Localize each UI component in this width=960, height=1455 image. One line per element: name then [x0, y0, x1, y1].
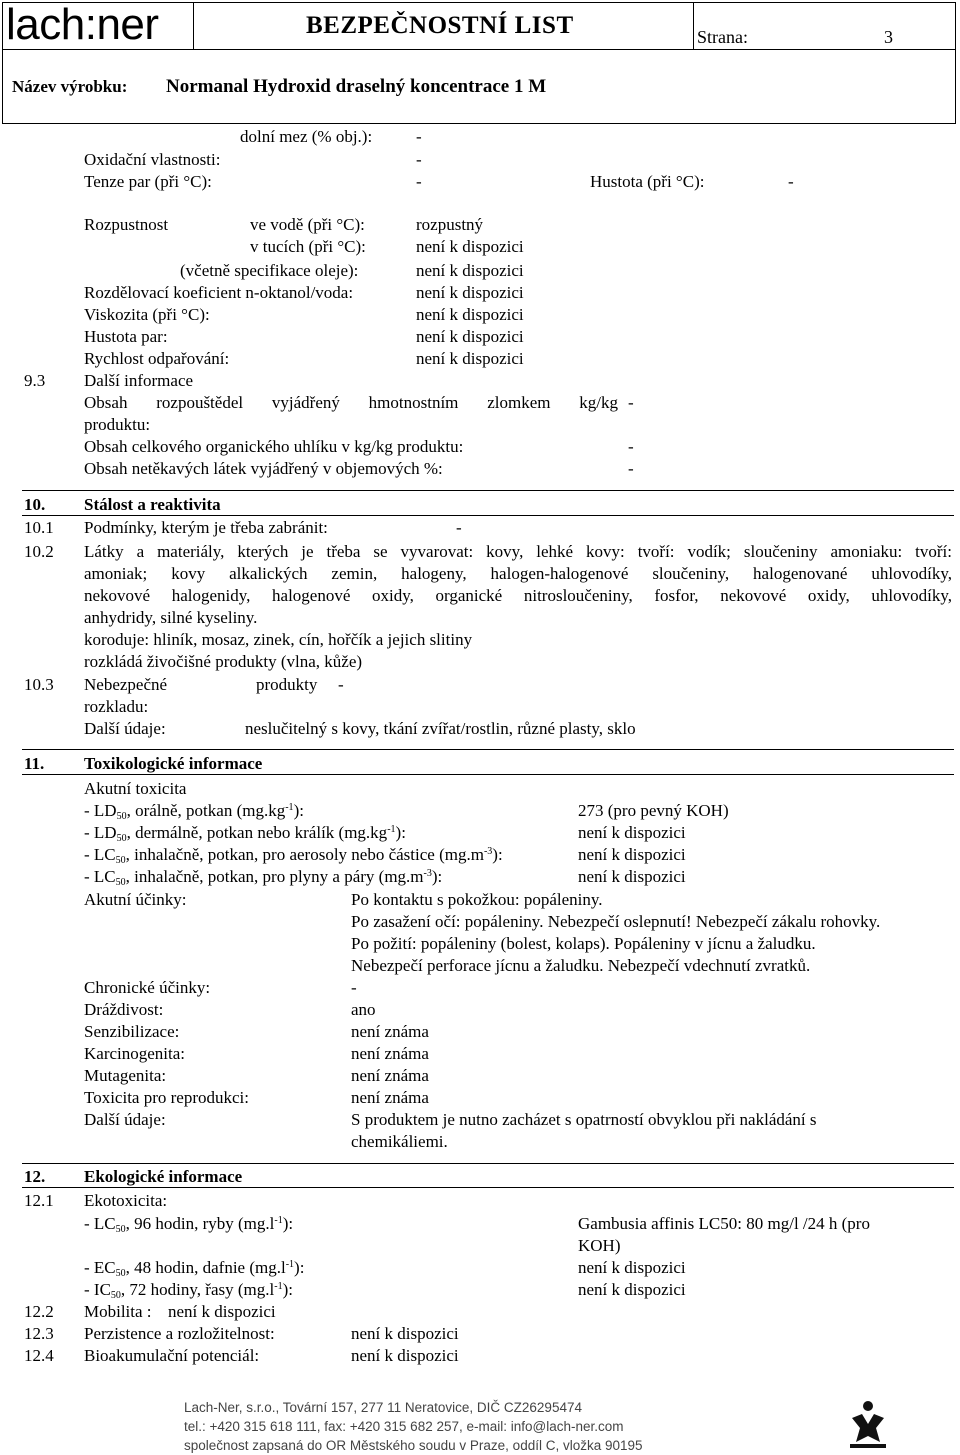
- section-10-2-line: amoniak; kovy alkalických zemin, halogeny, halogen-halogenové sloučeniny, halogenované uhlovodíky,: [84, 564, 952, 583]
- ld50-dermal-value: není k dispozici: [578, 823, 686, 842]
- section-divider: [22, 1163, 954, 1164]
- section-11-number: 11.: [24, 754, 45, 773]
- solvent-content-label-cont: produktu:: [84, 415, 151, 434]
- section-10-2-line: rozkládá živočišné produkty (vlna, kůže): [84, 652, 363, 671]
- section-10-more-value: neslučitelný s kovy, tkání zvířat/rostlin, různé plasty, sklo: [245, 719, 636, 738]
- solubility-water-label: ve vodě (při °C):: [250, 215, 365, 234]
- vapor-pressure-label: Tenze par (při °C):: [84, 172, 212, 191]
- section-12-1-title: Ekotoxicita:: [84, 1191, 168, 1210]
- section-10-2-number: 10.2: [24, 542, 54, 561]
- organic-carbon-label: Obsah celkového organického uhlíku v kg/kg produktu:: [84, 437, 464, 456]
- section-divider: [22, 515, 954, 516]
- section-10-1-value: -: [456, 518, 462, 537]
- footer-registration-line: společnost zapsaná do OR Městského soudu v Praze, oddíl C, vložka 90195: [184, 1438, 643, 1453]
- header-divider: [693, 3, 694, 49]
- evaporation-rate-label: Rychlost odpařování:: [84, 349, 230, 368]
- mobility-label: Mobilita :: [84, 1302, 152, 1321]
- ld50-oral-label: - $LD_{50}$, orálně, potkan $(mg.kg^{-1})$:: [84, 801, 304, 822]
- section-9-3-title: Další informace: [84, 371, 194, 390]
- solubility-fat-label: v tucích (při °C):: [250, 237, 366, 256]
- section-10-2-line: Látky a materiály, kterých je třeba se vyvarovat: kovy, lehké kovy: tvoří: vodík; sloučeniny amoniaku: tvoří:: [84, 542, 952, 561]
- document-title: BEZPEČNOSTNÍ LIST: [306, 12, 574, 39]
- acute-effects-line: Po požití: popáleniny (bolest, kolaps). Popáleniny v jícnu a žaludku.: [351, 934, 816, 953]
- product-label: Název výrobku:: [12, 77, 128, 96]
- footer-contact-line: tel.: +420 315 618 111, fax: +420 315 682 257, e-mail: info@lach-ner.com: [184, 1419, 624, 1434]
- section-9-3-number: 9.3: [24, 371, 46, 390]
- lc50-fish-value: Gambusia affinis LC50: 80 mg/l /24 h (pro: [578, 1214, 870, 1233]
- oxidizing-value: -: [416, 150, 422, 169]
- viscosity-value: není k dispozici: [416, 305, 524, 324]
- section-10-3-value: -: [338, 675, 344, 694]
- section-10-2-line: koroduje: hliník, mosaz, zinek, cín, hořčík a jejich slitiny: [84, 630, 473, 649]
- header-divider: [193, 3, 194, 49]
- section-12-number: 12.: [24, 1167, 46, 1186]
- lc50-aerosol-label: - $LC_{50}$, inhalačně, potkan, pro aerosoly nebo částice $(mg.m^{-3})$:: [84, 845, 503, 866]
- solvent-content-label: Obsah rozpouštědel vyjádřený hmotnostním zlomkem kg/kg: [84, 393, 618, 412]
- lower-limit-value: -: [416, 127, 422, 146]
- vapor-pressure-value: -: [416, 172, 422, 191]
- section-divider: [22, 774, 954, 775]
- mutagenicity-label: Mutagenita:: [84, 1066, 167, 1085]
- section-12-title: Ekologické informace: [84, 1167, 243, 1186]
- section-10-1-label: Podmínky, kterým je třeba zabránit:: [84, 518, 328, 537]
- nonvolatile-content-value: -: [628, 459, 634, 478]
- mobility-value: není k dispozici: [168, 1302, 276, 1321]
- section-12-2-number: 12.2: [24, 1302, 54, 1321]
- bioaccumulation-value: není k dispozici: [351, 1346, 459, 1365]
- section-11-more-line: S produktem je nutno zacházet s opatrností obvyklou při nakládání s: [351, 1110, 817, 1129]
- bioaccumulation-label: Bioakumulační potenciál:: [84, 1346, 260, 1365]
- chronic-effects-label: Chronické účinky:: [84, 978, 211, 997]
- ic50-algae-value: není k dispozici: [578, 1280, 686, 1299]
- ec50-daphnia-label: - $EC_{50}$, 48 hodin, dafnie $(mg.l^{-1})$:: [84, 1258, 305, 1279]
- lower-limit-label: dolní mez (% obj.):: [240, 127, 373, 146]
- viscosity-label: Viskozita (při °C):: [84, 305, 210, 324]
- section-divider: [22, 749, 954, 750]
- reproductive-toxicity-label: Toxicita pro reprodukci:: [84, 1088, 249, 1107]
- ic50-algae-label: - $IC_{50}$, 72 hodiny, řasy $(mg.l^{-1})$:: [84, 1280, 293, 1301]
- section-11-title: Toxikologické informace: [84, 754, 263, 773]
- lc50-fish-label: - $LC_{50}$, 96 hodin, ryby $(mg.l^{-1})$:: [84, 1214, 294, 1235]
- page-label: Strana:: [697, 27, 748, 47]
- section-10-2-line: anhydridy, silné kyseliny.: [84, 608, 258, 627]
- solubility-oil-label: (včetně specifikace oleje):: [180, 261, 359, 280]
- ld50-oral-value: 273 (pro pevný KOH): [578, 801, 729, 820]
- section-10-1-number: 10.1: [24, 518, 54, 537]
- acute-effects-line: Nebezpečí perforace jícnu a žaludku. Nebezpečí vdechnutí zvratků.: [351, 956, 811, 975]
- partition-coefficient-value: není k dispozici: [416, 283, 524, 302]
- section-11-more-label: Další údaje:: [84, 1110, 166, 1129]
- sensitization-value: není známa: [351, 1022, 429, 1041]
- section-10-2-line: nekovové halogenidy, halogenové oxidy, organické nitrosloučeniny, fosfor, nekovové oxidy, uhlovodíky,: [84, 586, 952, 605]
- solubility-fat-value: není k dispozici: [416, 237, 524, 256]
- lc50-fish-value-cont: KOH): [578, 1236, 621, 1255]
- chronic-effects-value: -: [351, 978, 357, 997]
- section-12-3-number: 12.3: [24, 1324, 54, 1343]
- product-name: Normanal Hydroxid draselný koncentrace 1 M: [166, 76, 547, 97]
- section-12-4-number: 12.4: [24, 1346, 54, 1365]
- partition-coefficient-label: Rozdělovací koeficient n-oktanol/voda:: [84, 283, 354, 302]
- section-10-title: Stálost a reaktivita: [84, 495, 221, 514]
- irritation-label: Dráždivost:: [84, 1000, 164, 1019]
- lc50-gas-label: - $LC_{50}$, inhalačně, potkan, pro plyny a páry $(mg.m^{-3})$:: [84, 867, 443, 888]
- sensitization-label: Senzibilizace:: [84, 1022, 180, 1041]
- organic-carbon-value: -: [628, 437, 634, 456]
- certification-badge-icon: [846, 1398, 890, 1450]
- section-11-more-line: chemikáliemi.: [351, 1132, 448, 1151]
- evaporation-rate-value: není k dispozici: [416, 349, 524, 368]
- density-value: -: [788, 172, 794, 191]
- persistence-label: Perzistence a rozložitelnost:: [84, 1324, 275, 1343]
- lc50-aerosol-value: není k dispozici: [578, 845, 686, 864]
- solubility-label: Rozpustnost: [84, 215, 169, 234]
- reproductive-toxicity-value: není známa: [351, 1088, 429, 1107]
- solubility-water-value: rozpustný: [416, 215, 484, 234]
- vapor-density-label: Hustota par:: [84, 327, 168, 346]
- footer-company-line: Lach-Ner, s.r.o., Tovární 157, 277 11 Neratovice, DIČ CZ26295474: [184, 1400, 582, 1415]
- carcinogenicity-label: Karcinogenita:: [84, 1044, 186, 1063]
- solubility-oil-value: není k dispozici: [416, 261, 524, 280]
- section-10-3-label-cont: rozkladu:: [84, 697, 149, 716]
- density-label: Hustota (při °C):: [590, 172, 705, 191]
- section-10-number: 10.: [24, 495, 46, 514]
- acute-effects-label: Akutní účinky:: [84, 890, 187, 909]
- acute-toxicity-title: Akutní toxicita: [84, 779, 187, 798]
- section-divider: [22, 490, 954, 491]
- oxidizing-label: Oxidační vlastnosti:: [84, 150, 221, 169]
- lc50-gas-value: není k dispozici: [578, 867, 686, 886]
- solvent-content-value: -: [628, 393, 634, 412]
- vapor-density-value: není k dispozici: [416, 327, 524, 346]
- company-logo: lach:ner: [6, 0, 159, 49]
- acute-effects-line: Po zasažení očí: popáleniny. Nebezpečí oslepnutí! Nebezpečí zákalu rohovky.: [351, 912, 881, 931]
- section-10-3-label: produkty: [256, 675, 318, 694]
- ld50-dermal-label: - $LD_{50}$, dermálně, potkan nebo králík $(mg.kg^{-1})$:: [84, 823, 406, 844]
- irritation-value: ano: [351, 1000, 376, 1019]
- section-10-more-label: Další údaje:: [84, 719, 166, 738]
- acute-effects-line: Po kontaktu s pokožkou: popáleniny.: [351, 890, 603, 909]
- section-12-1-number: 12.1: [24, 1191, 54, 1210]
- persistence-value: není k dispozici: [351, 1324, 459, 1343]
- page-number: 3: [884, 27, 893, 47]
- section-10-3-number: 10.3: [24, 675, 54, 694]
- nonvolatile-content-label: Obsah netěkavých látek vyjádřený v objemových %:: [84, 459, 443, 478]
- carcinogenicity-value: není známa: [351, 1044, 429, 1063]
- section-10-3-label: Nebezpečné: [84, 675, 168, 694]
- mutagenicity-value: není známa: [351, 1066, 429, 1085]
- ec50-daphnia-value: není k dispozici: [578, 1258, 686, 1277]
- section-divider: [22, 1187, 954, 1188]
